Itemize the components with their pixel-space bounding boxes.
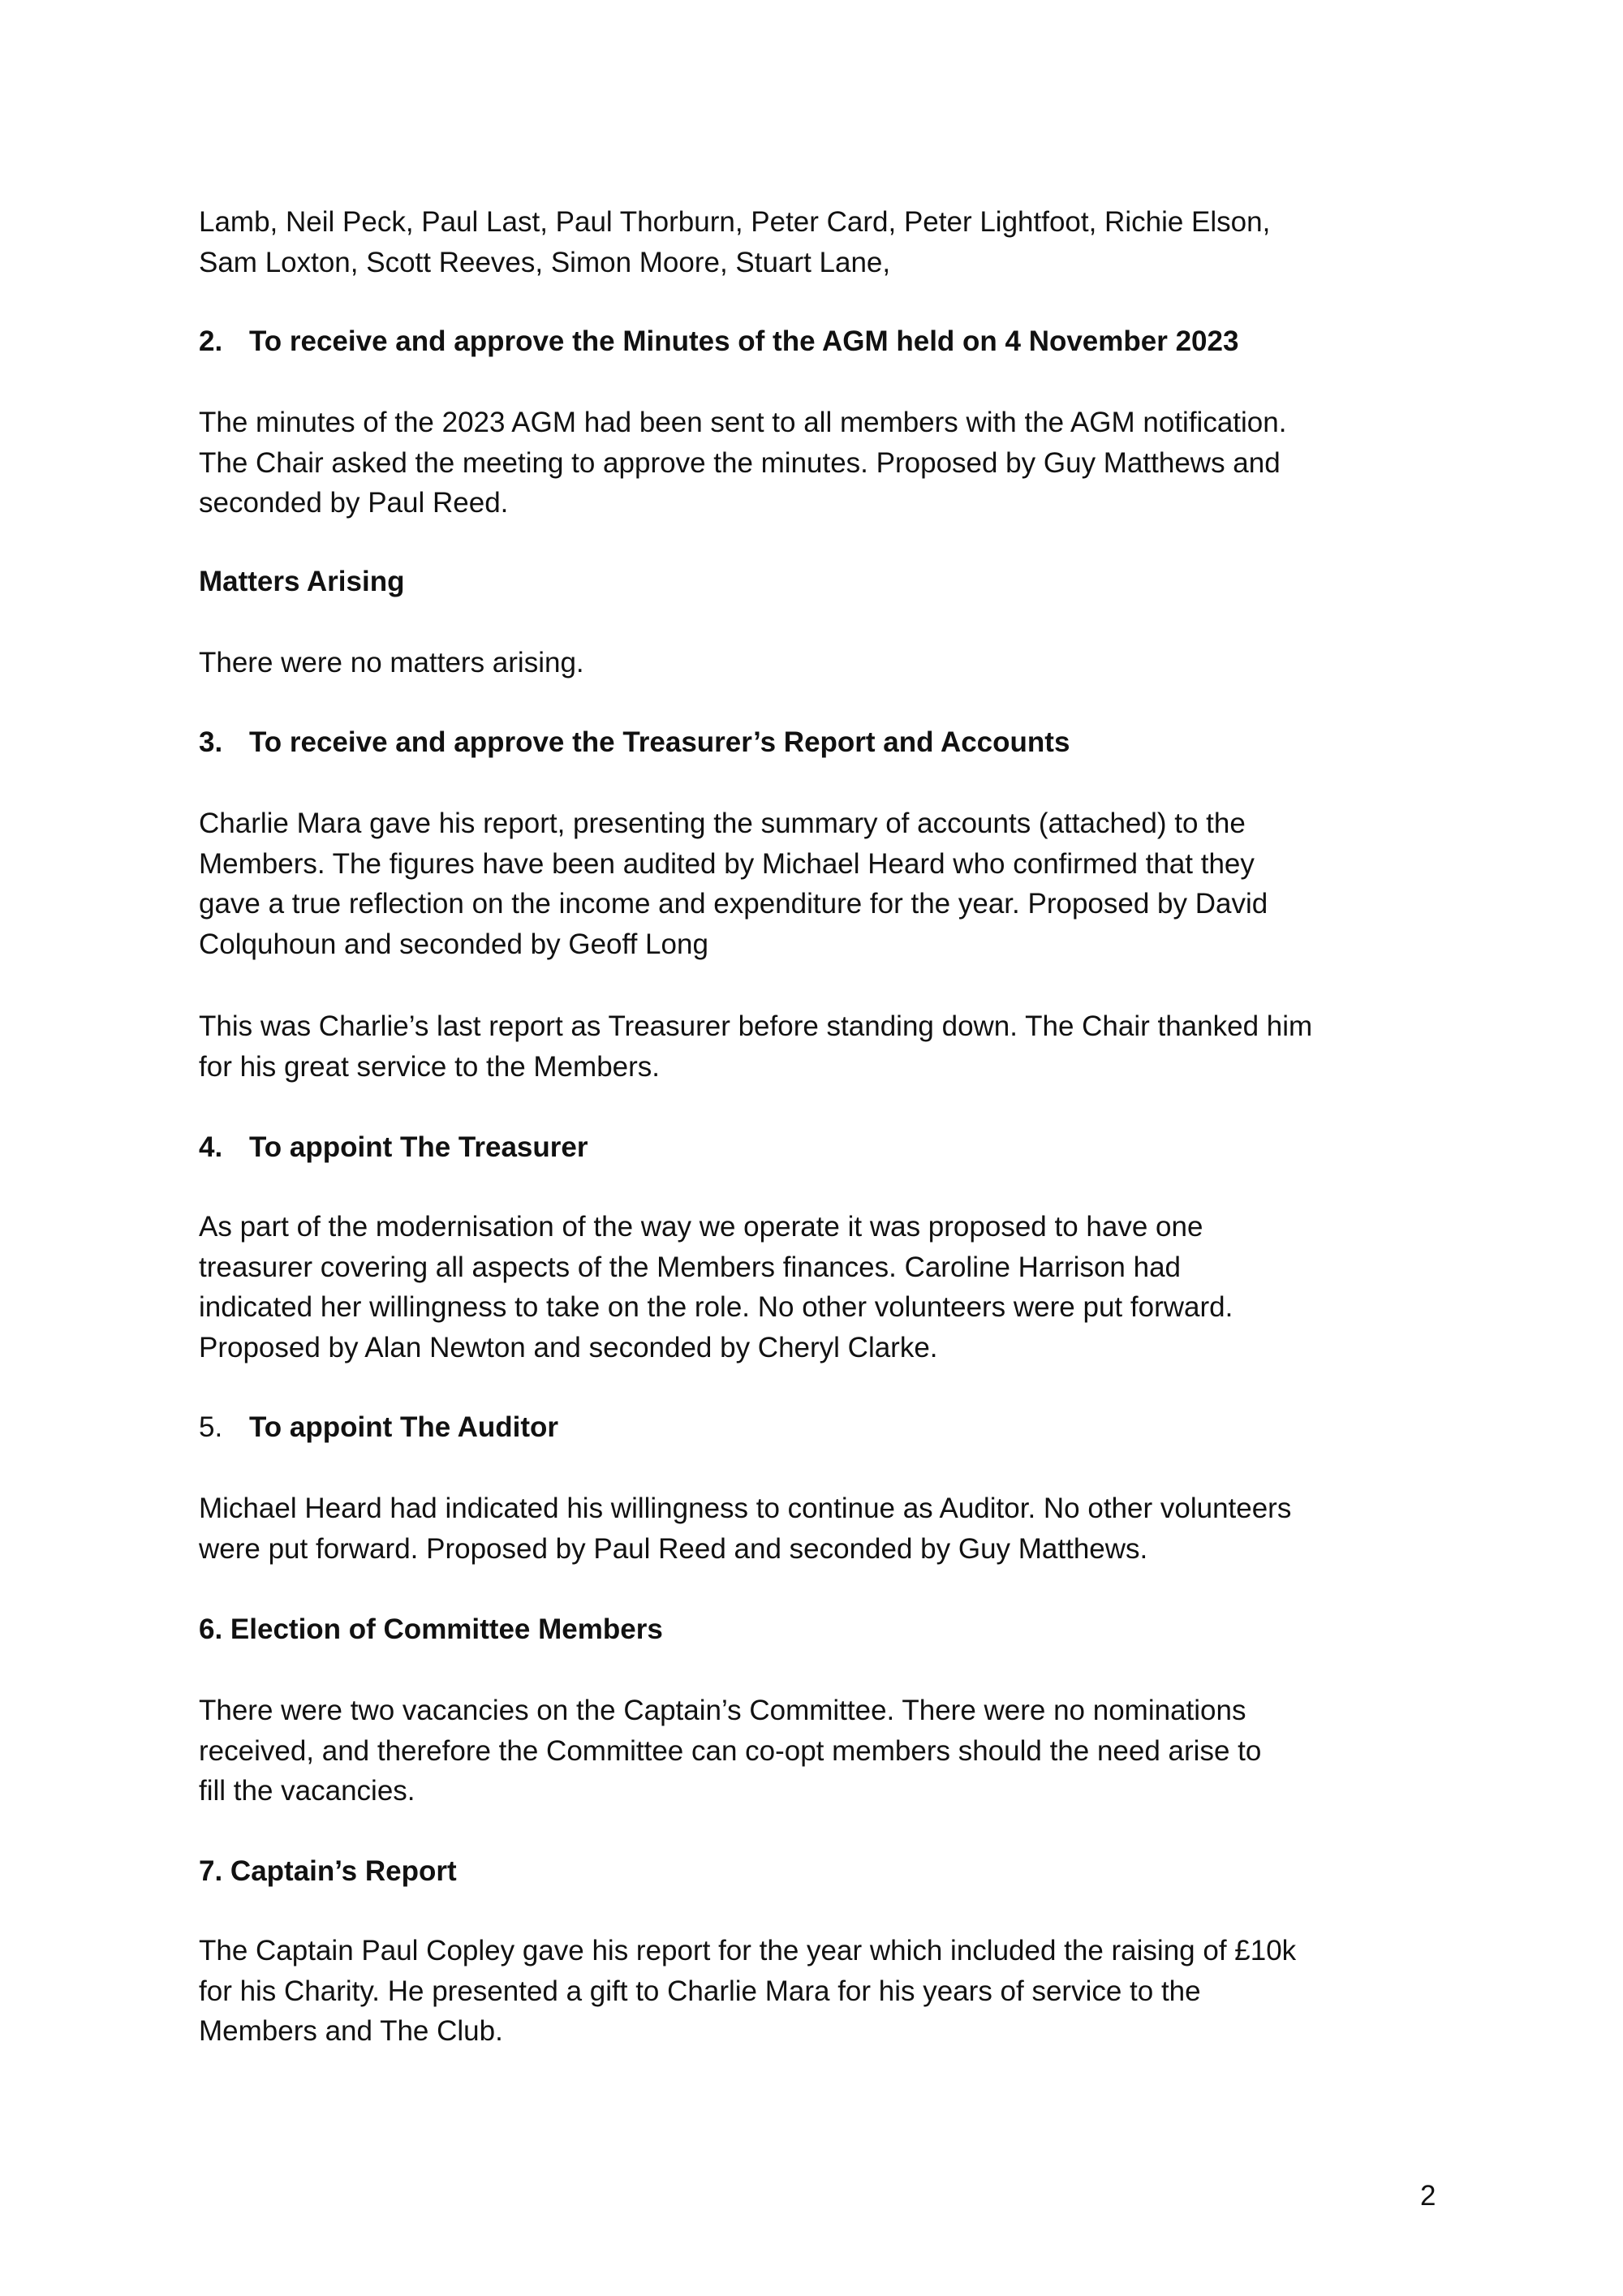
section-title: To appoint The Auditor (249, 1411, 559, 1443)
section-title: Matters Arising (199, 566, 405, 597)
section-2-body (199, 403, 1449, 523)
text-line: Members. The figures have been audited by Michael Heard who confirmed that they (199, 847, 1255, 880)
text-line: The Chair asked the meeting to approve the minutes. Proposed by Guy Matthews and (199, 446, 1281, 479)
matters-arising-heading (199, 562, 1449, 602)
text-line: The minutes of the 2023 AGM had been sent to all members with the AGM notification. (199, 407, 1287, 438)
section-number: 2. (199, 325, 223, 357)
text-line: This was Charlie’s last report as Treasurer before standing down. The Chair thanked him (199, 1010, 1313, 1042)
text-line: The Captain Paul Copley gave his report for the year which included the raising of £10k (199, 1935, 1297, 1966)
text-line: Members and The Club. (199, 2015, 503, 2047)
section-4-body (199, 1207, 1449, 1368)
text-line: treasurer covering all aspects of the Members finances. Caroline Harrison had (199, 1251, 1182, 1283)
section-title: To receive and approve the Treasurer’s Report and Accounts (249, 726, 1070, 758)
section-2-heading (199, 321, 1449, 362)
text-line: Charlie Mara gave his report, presenting the summary of accounts (attached) to the (199, 808, 1246, 839)
text-line: gave a true reflection on the income and expenditure for the year. Proposed by David (199, 888, 1268, 920)
page-number: 2 (1420, 2180, 1436, 2212)
text-line: Sam Loxton, Scott Reeves, Simon Moore, Stuart Lane, (199, 246, 891, 278)
text-line: There were two vacancies on the Captain’s Committee. There were no nominations (199, 1695, 1246, 1726)
section-4-heading (199, 1127, 1449, 1168)
section-7-body (199, 1931, 1449, 2052)
section-title: 6. Election of Committee Members (199, 1613, 663, 1645)
attendee-list (199, 202, 1449, 282)
section-3-heading (199, 722, 1449, 763)
section-title: To receive and approve the Minutes of the AGM held on 4 November 2023 (249, 325, 1239, 357)
text-line: Michael Heard had indicated his willingness to continue as Auditor. No other volunteers (199, 1493, 1292, 1524)
text-line: There were no matters arising. (199, 647, 584, 678)
section-number: 3. (199, 726, 223, 758)
section-title: 7. Captain’s Report (199, 1855, 457, 1887)
text-line: Lamb, Neil Peck, Paul Last, Paul Thorburn, Peter Card, Peter Lightfoot, Richie Elson, (199, 206, 1271, 238)
section-7-heading (199, 1851, 1449, 1892)
text-line: As part of the modernisation of the way we operate it was proposed to have one (199, 1211, 1203, 1243)
text-line: indicated her willingness to take on the role. No other volunteers were put forward. (199, 1291, 1233, 1323)
section-6-heading (199, 1609, 1449, 1650)
section-5-heading (199, 1407, 1449, 1448)
section-6-body (199, 1691, 1449, 1811)
section-number: 5. (199, 1411, 223, 1443)
section-5-body (199, 1488, 1449, 1569)
matters-arising-body (199, 643, 1449, 683)
section-3-body (199, 803, 1449, 964)
text-line: received, and therefore the Committee can co-opt members should the need arise to (199, 1734, 1262, 1767)
text-line: Colquhoun and seconded by Geoff Long (199, 928, 708, 960)
text-line: for his great service to the Members. (199, 1050, 660, 1083)
section-3-body-2 (199, 1006, 1449, 1087)
section-title: To appoint The Treasurer (249, 1131, 588, 1163)
text-line: were put forward. Proposed by Paul Reed and seconded by Guy Matthews. (199, 1532, 1148, 1565)
text-line: fill the vacancies. (199, 1775, 415, 1807)
section-number: 4. (199, 1131, 223, 1163)
text-line: for his Charity. He presented a gift to Charlie Mara for his years of service to the (199, 1975, 1201, 2007)
text-line: seconded by Paul Reed. (199, 487, 509, 519)
text-line: Proposed by Alan Newton and seconded by Cheryl Clarke. (199, 1331, 938, 1363)
